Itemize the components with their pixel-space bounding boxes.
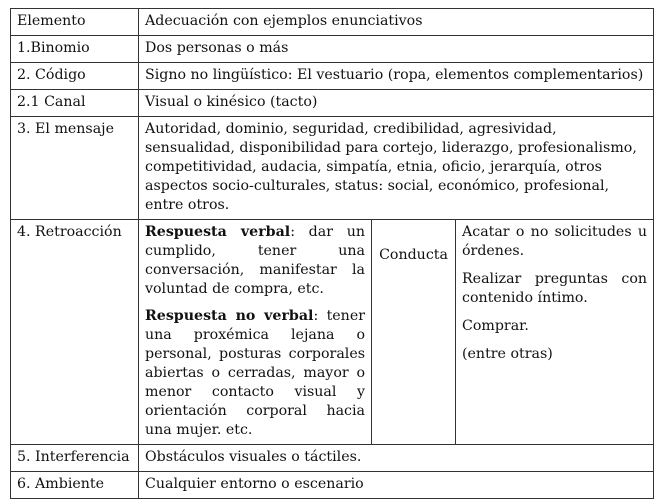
row-element: 5. Interferencia	[11, 445, 139, 472]
element-table	[10, 8, 654, 499]
respuestas-cell	[139, 220, 372, 445]
respuesta-no-verbal	[145, 307, 365, 440]
header-element: Elemento	[11, 9, 139, 36]
respuesta-verbal-label: Respuesta verbal	[145, 224, 291, 240]
table-row	[11, 63, 654, 90]
table-row	[11, 90, 654, 117]
row-text: Cualquier entorno o escenario	[139, 472, 654, 499]
table-row	[11, 445, 654, 472]
table-header-row	[11, 9, 654, 36]
table-row	[11, 36, 654, 63]
list-item: Comprar.	[462, 318, 529, 334]
row-element: 2. Código	[11, 63, 139, 90]
list-item: (entre otras)	[462, 346, 553, 362]
row-text: Obstáculos visuales o táctiles.	[139, 445, 654, 472]
row-element: 3. El mensaje	[11, 117, 139, 220]
table-row	[11, 472, 654, 499]
respuesta-no-verbal-label: Respuesta no verbal	[145, 308, 314, 324]
row-element: 1.Binomio	[11, 36, 139, 63]
respuesta-verbal	[145, 223, 365, 299]
table-row	[11, 117, 654, 220]
row-text: Dos personas o más	[139, 36, 654, 63]
header-adecuacion: Adecuación con ejemplos enunciativos	[139, 9, 654, 36]
respuesta-no-verbal-text: : tener una proxémica lejana o personal, posturas corporales abiertas o cerradas, mayor o menor contacto visual y orientación corporal hacia una mujer. etc.	[145, 308, 365, 438]
row-text: Autoridad, dominio, seguridad, credibilidad, agresividad, sensualidad, disponibilidad para cortejo, liderazgo, profesionalismo, competitividad, audacia, simpatía, etnia, oficio, jerarquía, otros aspectos socio-culturales, status: social, económico, profesional, entre otros.	[139, 117, 654, 220]
respuesta-verbal-text: : dar un cumplido, tener una conversación, manifestar la voluntad de compra, etc.	[145, 224, 365, 297]
table-row-retroaccion	[11, 220, 654, 445]
row-text: Signo no lingüístico: El vestuario (ropa, elementos complementarios)	[139, 63, 654, 90]
row-element: 2.1 Canal	[11, 90, 139, 117]
list-item: Acatar o no solicitudes u órdenes.	[462, 224, 648, 259]
list-item: Realizar preguntas con contenido íntimo.	[462, 271, 648, 306]
row-element: 4. Retroacción	[11, 220, 139, 445]
conducta-list	[456, 220, 654, 445]
row-text: Visual o kinésico (tacto)	[139, 90, 654, 117]
row-element: 6. Ambiente	[11, 472, 139, 499]
conducta-label: Conducta	[372, 220, 456, 445]
